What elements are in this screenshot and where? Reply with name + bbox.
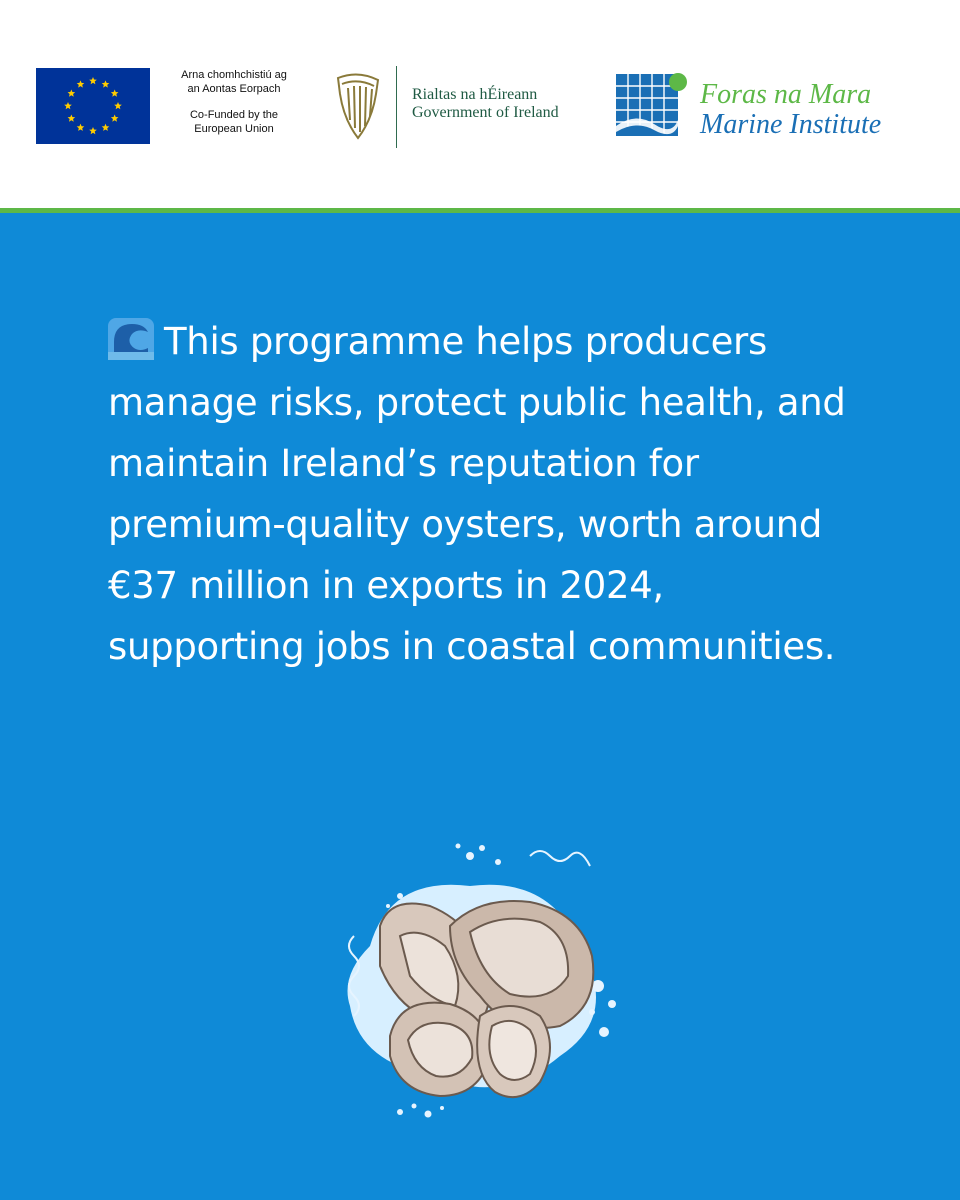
oysters-illustration [330,836,630,1126]
eu-star [89,77,97,84]
quote-text: This programme helps producers manage risks, protect public health, and maintain Ireland’s reputation for premium-quality oysters, worth around €37 million in exports in 2024, supporting jobs in coastal communities. [108,320,846,668]
eu-star [68,90,76,97]
eu-star [89,127,97,134]
eu-star [111,115,119,122]
gov-text [412,86,559,122]
marine-institute-logo-icon [614,70,688,142]
quote-text-block [108,311,868,677]
mi-line1: Foras na Mara [700,79,872,110]
wave-icon [108,318,154,360]
eu-star [77,80,85,87]
gov-divider [396,66,397,148]
eu-star [68,115,76,122]
mi-line2: Marine Institute [700,109,882,140]
eu-star [102,124,110,131]
eu-star [77,124,85,131]
eu-star [102,80,110,87]
eu-stars-icon [36,68,150,144]
marine-institute-text [700,80,881,140]
eu-star [64,102,72,109]
eu-line3: Co-Funded by the [189,109,279,121]
header [0,0,960,208]
eu-flag-logo [36,68,150,144]
eu-star [111,90,119,97]
eu-line2: an Aontas Eorpach [187,83,281,95]
eu-line4: European Union [194,123,274,135]
gov-line2: Government of Ireland [412,104,559,121]
eu-line1: Arna chomhchistiú ag [181,69,287,81]
eu-funding-text [164,68,304,136]
gov-line1: Rialtas na hÉireann [412,86,538,103]
harp-icon [332,72,384,144]
eu-star [114,102,122,109]
